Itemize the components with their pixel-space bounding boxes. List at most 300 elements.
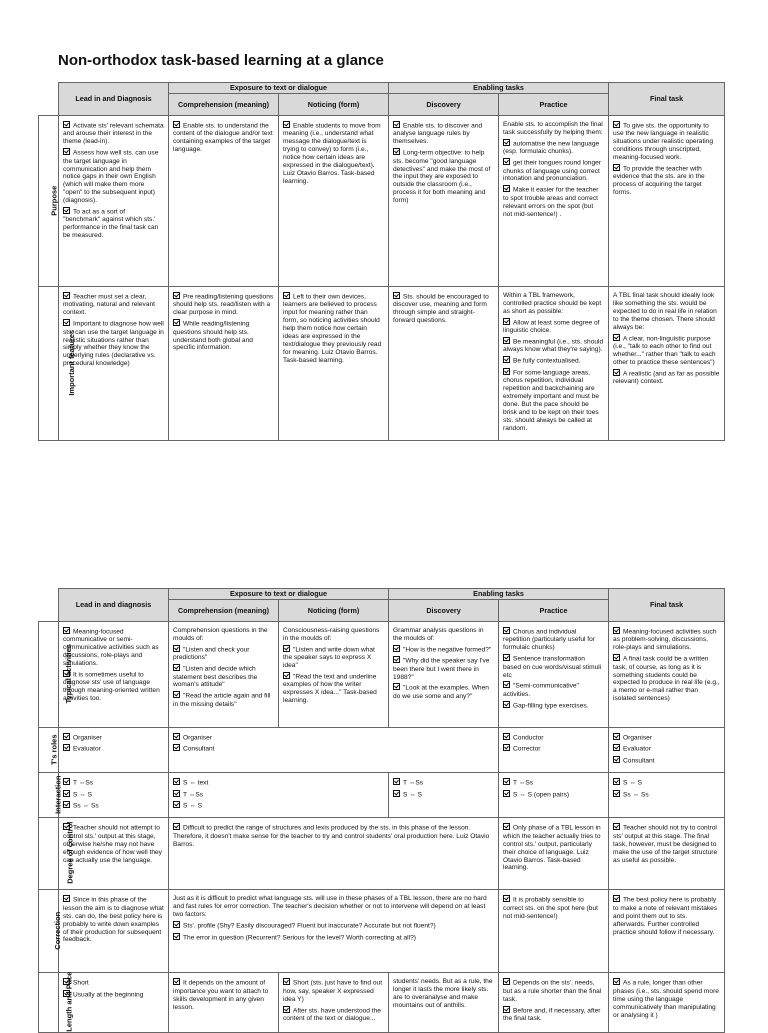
header-lead-2: Lead in and diagnosis <box>59 589 169 622</box>
checkbox-icon <box>63 627 70 634</box>
checkbox-icon <box>63 121 70 128</box>
cell-paragraph <box>503 895 604 920</box>
cell-text: A realistic (and as far as possible relevant) context. <box>613 370 720 386</box>
cell-paragraph <box>503 158 604 183</box>
cell-paragraph <box>613 627 720 652</box>
cell-control-middle <box>169 818 499 890</box>
cell-features-discovery <box>389 287 499 441</box>
checkbox-icon <box>503 744 510 751</box>
cell-text: Enable sts. to accomplish the final task successfully by helping them: <box>503 121 603 136</box>
cell-text: S ⇔ S <box>623 779 643 787</box>
row-label-purpose: Purpose <box>39 116 59 287</box>
checkbox-icon <box>503 654 510 661</box>
checkbox-icon <box>63 319 70 326</box>
header-noticing: Noticing (form) <box>279 94 389 116</box>
cell-features-comprehension <box>169 287 279 441</box>
cell-text: Usually at the beginning <box>73 991 144 999</box>
cell-paragraph <box>393 627 494 643</box>
cell-text: Be meaningful (i.e., sts. should always know what they're saying). <box>503 338 604 354</box>
cell-paragraph <box>173 733 494 742</box>
checkbox-icon <box>63 744 70 751</box>
cell-text: Teacher should not attempt to control sts.' output at this stage, otherwise he/she may not have enough evidence of how well they can actually use the language. <box>63 824 162 864</box>
cell-text: T ⇔Ss <box>403 779 424 787</box>
cell-interaction-discovery <box>389 773 499 818</box>
cell-paragraph <box>503 823 604 872</box>
checkbox-icon <box>63 801 70 808</box>
cell-text: Sts'. profile (Shy? Easily discouraged? Fluent but inaccurate? Accurate but not fluent?) <box>183 922 436 930</box>
cell-paragraph <box>63 148 164 205</box>
checkbox-icon <box>393 683 400 690</box>
checkbox-icon <box>613 895 620 902</box>
cell-length-final <box>609 973 725 1033</box>
cell-paragraph <box>503 744 604 753</box>
cell-correction-final <box>609 890 725 973</box>
cell-paragraph <box>393 121 494 146</box>
header-noticing-2: Noticing (form) <box>279 600 389 622</box>
cell-text: Enable sts. to understand the content of the dialogue and/or text containing examples of the target language. <box>173 122 273 154</box>
cell-text: Enable students to move from meaning (i.e., understand what message the dialogue/text is trying to convey) to form (i.e., notice how certain ideas are expressed in the dialogue/text). Luiz Otavio Barros. Task-based learning. <box>283 122 381 185</box>
checkbox-icon <box>503 701 510 708</box>
cell-paragraph <box>173 921 494 930</box>
cell-roles-lead <box>59 728 169 773</box>
cell-paragraph <box>613 654 720 703</box>
cell-text: "Why did the speaker say I've been there but I went there in 1988?" <box>393 657 490 681</box>
cell-interaction-lead <box>59 773 169 818</box>
checkbox-icon <box>63 990 70 997</box>
cell-text: Pre reading/listening questions should help sts. read/listen with a clear purpose in mind. <box>173 293 274 317</box>
checkbox-icon <box>173 978 180 985</box>
cell-text: S ⇔ S (open pairs) <box>513 791 570 799</box>
header-exposure: Exposure to text or dialogue <box>169 83 389 94</box>
checkbox-icon <box>613 164 620 171</box>
header-final: Final task <box>609 83 725 116</box>
cell-paragraph <box>283 292 384 365</box>
cell-paragraph <box>283 627 384 643</box>
row-label-features: Important features <box>39 287 59 441</box>
cell-text: Corrector <box>513 745 541 753</box>
cell-paragraph <box>613 369 720 386</box>
header-discovery-2: Discovery <box>389 600 499 622</box>
cell-paragraph <box>503 733 604 742</box>
row-label-roles: T's roles <box>39 728 59 773</box>
cell-text: Consultant <box>623 757 655 765</box>
overview-table-1 <box>38 82 725 441</box>
cell-text: To give sts. the opportunity to use the new language in realistic situations under realistic operating conditions through unscripted, meaning-focused work. <box>613 122 714 162</box>
table-row-roles <box>39 728 725 773</box>
cell-text: A clear, non-linguistic purpose (i.e., "talk to each other to find out whether..." rather than "talk to each other to practice these sentences") <box>613 335 716 366</box>
cell-text: Left to their own devices, learners are believed to process input for meaning rather than form, so noticing activities should help them notice how certain ideas are expressed in the text/dialogue they previously read for meaning. Luiz Otavio Barros. Task-based learning. <box>283 293 382 364</box>
cell-typical-final <box>609 622 725 728</box>
cell-paragraph <box>613 292 720 332</box>
row-label-correction: Correction <box>39 890 59 973</box>
checkbox-icon <box>613 733 620 740</box>
cell-interaction-final <box>609 773 725 818</box>
checkbox-icon <box>613 334 620 341</box>
checkbox-icon <box>503 368 510 375</box>
header-practice: Practice <box>499 94 609 116</box>
checkbox-icon <box>173 778 180 785</box>
cell-control-practice <box>499 818 609 890</box>
cell-paragraph <box>613 778 720 787</box>
cell-text: Only phase of a TBL lesson in which the teacher actually tries to control sts.' output, particularly their choice of language. Luiz Otavio Barros. Task-based learning. <box>503 824 601 872</box>
cell-text: "Listen and decide which statement best describes the woman's attitude" <box>173 665 258 689</box>
table-row-purpose <box>39 116 725 287</box>
cell-text: "How is the negative formed?" <box>403 646 492 654</box>
cell-text: "Read the article again and fill in the missing details" <box>173 692 271 708</box>
header-comprehension: Comprehension (meaning) <box>169 94 279 116</box>
checkbox-icon <box>393 121 400 128</box>
cell-paragraph <box>63 823 164 864</box>
cell-paragraph <box>173 801 384 810</box>
cell-text: Allow at least some degree of linguistic choice. <box>503 319 600 335</box>
cell-paragraph <box>63 319 164 368</box>
header-enabling-2: Enabling tasks <box>389 589 609 600</box>
cell-text: Difficult to predict the range of structures and lexis produced by the sts. in this phase of the lesson. Therefore, it doesn't make sense for the teacher to try and control students' oral production here. Luiz Otavio Barros. <box>173 824 490 848</box>
checkbox-icon <box>63 823 70 830</box>
overview-table-2 <box>38 588 725 1033</box>
cell-text: While reading/listening questions should help sts. understand both global and specific information. <box>173 320 253 352</box>
cell-text: Conductor <box>513 734 544 742</box>
cell-paragraph <box>613 895 720 936</box>
cell-text: T ⇔Ss <box>73 779 94 787</box>
cell-length-noticing <box>279 973 389 1033</box>
cell-text: For some language areas, chorus repetition, individual repetition and backchaining are extremely important and must be done. But the pace should be brisk and to be kept on their toes sts. should always be called at random. <box>503 369 600 432</box>
checkbox-icon <box>173 733 180 740</box>
cell-text: Organiser <box>183 734 212 742</box>
cell-features-noticing <box>279 287 389 441</box>
cell-purpose-comprehension <box>169 116 279 287</box>
checkbox-icon <box>613 627 620 634</box>
cell-text: A final task could be a written task, of course, as long as it is something students could be expected to produce in real life (e.g., a memo or e-mail rather than isolated sentences) <box>613 655 720 703</box>
cell-text: Organiser <box>73 734 102 742</box>
checkbox-icon <box>63 895 70 902</box>
checkbox-icon <box>613 121 620 128</box>
cell-paragraph <box>283 978 384 1003</box>
checkbox-icon <box>173 645 180 652</box>
cell-text: Just as it is difficult to predict what language sts. will use in these phases of a TBL lesson, there are no hard and fast rules for error correction. The teacher's decision whether or not to intervene will depend on at least two factors: <box>173 895 487 919</box>
checkbox-icon <box>283 1006 290 1013</box>
cell-paragraph <box>173 778 384 787</box>
cell-text: Chorus and individual repetition (particularly useful for formulaic chunks) <box>503 628 596 652</box>
cell-paragraph <box>393 148 494 205</box>
checkbox-icon <box>503 733 510 740</box>
cell-text: A TBL final task should ideally look like something the sts. would be expected to do in real life in relation to the theme chosen. There should always be: <box>613 292 717 331</box>
checkbox-icon <box>63 207 70 214</box>
cell-paragraph <box>173 790 384 799</box>
corner-cell-2 <box>39 589 59 622</box>
cell-paragraph <box>503 681 604 698</box>
checkbox-icon <box>173 921 180 928</box>
checkbox-icon <box>173 823 180 830</box>
table-row-features <box>39 287 725 441</box>
cell-paragraph <box>173 823 494 848</box>
checkbox-icon <box>503 681 510 688</box>
cell-text: Before and, if necessary, after the final task. <box>503 1007 601 1023</box>
table-row-correction <box>39 890 725 973</box>
cell-text: Enable sts. to discover and analyse language rules by themselves. <box>393 122 483 146</box>
cell-paragraph <box>503 139 604 156</box>
cell-roles-practice <box>499 728 609 773</box>
checkbox-icon <box>393 645 400 652</box>
cell-paragraph <box>503 368 604 433</box>
cell-paragraph <box>63 790 164 799</box>
cell-text: "Listen and check your predictions" <box>173 646 250 662</box>
row-label-control: Degree of control <box>39 818 59 890</box>
cell-paragraph <box>283 1006 384 1023</box>
cell-control-lead <box>59 818 169 890</box>
cell-paragraph <box>613 823 720 864</box>
cell-text: Activate sts' relevant schemata and arouse their interest in the theme (lead-in). <box>63 122 164 146</box>
cell-text: Important to diagnose how well sts. can use the target language in realistic situations rather than simply whether they know the underlying rules (declarative vs. procedural knowledge) <box>63 320 164 368</box>
checkbox-icon <box>613 978 620 985</box>
cell-paragraph <box>393 683 494 700</box>
checkbox-icon <box>503 158 510 165</box>
cell-paragraph <box>63 733 164 742</box>
row-label-length: Length and Pace <box>39 973 59 1033</box>
checkbox-icon <box>613 369 620 376</box>
cell-interaction-practice <box>499 773 609 818</box>
cell-text: S ⇔ S <box>183 802 203 810</box>
cell-roles-exposure <box>169 728 499 773</box>
checkbox-icon <box>63 778 70 785</box>
cell-text: Teacher must set a clear, motivating, natural and relevant context. <box>63 293 156 317</box>
checkbox-icon <box>503 337 510 344</box>
cell-text: After sts. have understood the content of the text or dialogue... <box>283 1007 381 1023</box>
cell-paragraph <box>503 121 604 137</box>
cell-purpose-lead <box>59 116 169 287</box>
checkbox-icon <box>503 185 510 192</box>
cell-text: Evaluator <box>623 745 651 753</box>
cell-paragraph <box>173 319 274 352</box>
cell-paragraph <box>63 627 164 668</box>
cell-paragraph <box>503 778 604 787</box>
cell-paragraph <box>503 701 604 710</box>
checkbox-icon <box>503 895 510 902</box>
cell-length-comprehension <box>169 973 279 1033</box>
cell-text: S ⇔ S <box>403 791 423 799</box>
header-lead: Lead in and Diagnosis <box>59 83 169 116</box>
cell-text: T ⇔Ss <box>183 791 204 799</box>
cell-paragraph <box>63 895 164 944</box>
checkbox-icon <box>503 978 510 985</box>
cell-text: Meaning-focused activities such as problem-solving, discussions, role-plays and simulations. <box>613 628 717 652</box>
checkbox-icon <box>173 664 180 671</box>
checkbox-icon <box>393 148 400 155</box>
cell-paragraph <box>503 356 604 365</box>
cell-paragraph <box>63 744 164 753</box>
cell-text: "Listen and write down what the speaker says to express X idea" <box>283 646 375 670</box>
header-enabling: Enabling tasks <box>389 83 609 94</box>
row-label-typical: Typical activities <box>39 622 59 728</box>
header-final-2: Final task <box>609 589 725 622</box>
checkbox-icon <box>393 292 400 299</box>
cell-paragraph <box>393 292 494 325</box>
cell-text: S ⇔ S <box>73 791 93 799</box>
checkbox-icon <box>503 627 510 634</box>
checkbox-icon <box>393 778 400 785</box>
checkbox-icon <box>283 672 290 679</box>
cell-paragraph <box>393 645 494 654</box>
cell-text: Short <box>73 979 89 987</box>
cell-paragraph <box>613 733 720 742</box>
cell-typical-practice <box>499 622 609 728</box>
cell-typical-comprehension <box>169 622 279 728</box>
cell-text: Make it easier for the teacher to spot trouble areas and correct relevant errors on the spot (but not mid-sentence!) . <box>503 186 599 218</box>
cell-text: Be fully contextualised. <box>513 357 581 365</box>
cell-purpose-final <box>609 116 725 287</box>
checkbox-icon <box>503 790 510 797</box>
cell-paragraph <box>63 670 164 703</box>
table-row-interaction <box>39 773 725 818</box>
cell-text: automatise the new language (esp. formulaic chunks). <box>503 140 600 156</box>
header-comprehension-2: Comprehension (meaning) <box>169 600 279 622</box>
cell-paragraph <box>613 164 720 197</box>
checkbox-icon <box>283 978 290 985</box>
cell-text: Ss ⇔ Ss <box>623 791 649 799</box>
checkbox-icon <box>613 778 620 785</box>
cell-paragraph <box>503 790 604 799</box>
cell-paragraph <box>503 185 604 218</box>
checkbox-icon <box>63 292 70 299</box>
cell-roles-final <box>609 728 725 773</box>
cell-paragraph <box>173 121 274 154</box>
cell-text: Since in this phase of the lesson the aim is to diagnose what sts. can do, the best policy here is probably to write down examples of their production for subsequent feedback. <box>63 896 164 944</box>
cell-purpose-practice <box>499 116 609 287</box>
cell-paragraph <box>63 978 164 987</box>
checkbox-icon <box>173 292 180 299</box>
cell-text: Consultant <box>183 745 215 753</box>
cell-paragraph <box>393 790 494 799</box>
cell-text: Evaluator <box>73 745 101 753</box>
checkbox-icon <box>613 654 620 661</box>
header-exposure-2: Exposure to text or dialogue <box>169 589 389 600</box>
cell-text: Meaning-focused communicative or semi-communicative activities such as discussions, role-plays and simulations. <box>63 628 159 668</box>
cell-text: The error in question (Recurrent? Serious for the level? Worth correcting at all?) <box>183 934 416 942</box>
cell-paragraph <box>173 664 274 689</box>
cell-paragraph <box>503 627 604 652</box>
checkbox-icon <box>63 148 70 155</box>
cell-length-practice <box>499 973 609 1033</box>
cell-text: S ⇔ text <box>183 779 209 787</box>
cell-paragraph <box>613 756 720 765</box>
cell-text: Teacher should not try to control sts' output at this stage. The final task, however, must be designed to make the use of the target structure as useful as possible. <box>613 824 718 864</box>
checkbox-icon <box>503 823 510 830</box>
page-title: Non-orthodox task-based learning at a glance <box>58 52 384 69</box>
cell-text: Organiser <box>623 734 652 742</box>
checkbox-icon <box>173 744 180 751</box>
cell-text: Sentence transformation based on cue words/visual stimuli etc <box>503 655 602 679</box>
checkbox-icon <box>283 121 290 128</box>
cell-paragraph <box>173 978 274 1011</box>
cell-paragraph <box>63 121 164 146</box>
cell-typical-discovery <box>389 622 499 728</box>
cell-paragraph <box>503 292 604 316</box>
cell-text: Gap-filling type exercises. <box>513 702 589 710</box>
cell-paragraph <box>503 337 604 354</box>
cell-paragraph <box>613 121 720 162</box>
cell-paragraph <box>283 645 384 670</box>
cell-control-final <box>609 818 725 890</box>
checkbox-icon <box>503 356 510 363</box>
corner-cell <box>39 83 59 116</box>
cell-paragraph <box>63 990 164 999</box>
cell-paragraph <box>393 978 494 1010</box>
checkbox-icon <box>173 319 180 326</box>
cell-length-lead <box>59 973 169 1033</box>
cell-paragraph <box>63 292 164 317</box>
checkbox-icon <box>393 656 400 663</box>
cell-paragraph <box>613 790 720 799</box>
cell-text: Long-term objective: to help sts. become "good language detectives" and make the most of the input they are exposed to outside the classroom (i.e., process it for both meaning and form) <box>393 149 491 205</box>
cell-purpose-discovery <box>389 116 499 287</box>
checkbox-icon <box>613 823 620 830</box>
header-discovery: Discovery <box>389 94 499 116</box>
cell-text: It depends on the amount of importance you want to attach to skills development in any given lesson. <box>173 979 269 1011</box>
cell-correction-lead <box>59 890 169 973</box>
cell-paragraph <box>173 645 274 662</box>
cell-text: To provide the teacher with evidence that the sts. are in the process of acquiring the target forms. <box>613 165 705 197</box>
cell-paragraph <box>393 656 494 681</box>
checkbox-icon <box>503 139 510 146</box>
cell-paragraph <box>173 933 494 942</box>
cell-paragraph <box>173 895 494 919</box>
cell-paragraph <box>613 334 720 367</box>
checkbox-icon <box>283 292 290 299</box>
cell-paragraph <box>503 978 604 1003</box>
cell-interaction-exposure <box>169 773 389 818</box>
cell-text: Grammar analysis questions in the moulds of: <box>393 627 484 642</box>
cell-paragraph <box>283 121 384 186</box>
checkbox-icon <box>63 790 70 797</box>
cell-text: "Semi-communicative" activities. <box>503 682 579 698</box>
cell-paragraph <box>63 207 164 240</box>
cell-paragraph <box>503 1006 604 1023</box>
table-row-typical <box>39 622 725 728</box>
cell-text: It is sometimes useful to diagnose sts' use of language through meaning-oriented written activities too. <box>63 671 160 703</box>
cell-purpose-noticing <box>279 116 389 287</box>
checkbox-icon <box>63 733 70 740</box>
table-row-length <box>39 973 725 1033</box>
cell-typical-lead <box>59 622 169 728</box>
cell-correction-middle <box>169 890 499 973</box>
cell-text: get their tongues round longer chunks of language using correct intonation and pronunciation. <box>503 159 601 183</box>
cell-text: students' needs. But as a rule, the longer it lasts the more likely sts. are to overanalyse and make mountains out of anthills. <box>393 978 493 1010</box>
cell-paragraph <box>283 672 384 705</box>
cell-text: Depends on the sts'. needs, but as a rule shorter than the final task. <box>503 979 602 1003</box>
cell-text: T ⇔Ss <box>513 779 534 787</box>
cell-text: "Read the text and underline examples of how the writer expresses X idea..." Task-based learning. <box>283 673 377 705</box>
cell-features-practice <box>499 287 609 441</box>
cell-paragraph <box>173 691 274 708</box>
cell-features-final <box>609 287 725 441</box>
checkbox-icon <box>173 790 180 797</box>
cell-paragraph <box>503 654 604 679</box>
cell-paragraph <box>173 292 274 317</box>
cell-text: Comprehension questions in the moulds of: <box>173 627 268 642</box>
checkbox-icon <box>613 744 620 751</box>
cell-text: As a rule, longer than other phases (i.e., sts. should spend more time using the language communicatively than manipulating or analysing it ) <box>613 979 719 1019</box>
cell-text: Within a TBL framework, controlled practice should be kept as short as possible: <box>503 292 602 315</box>
cell-text: Assess how well sts. can use the target language in communication and help them notice gaps in their own English (which will make them more "open" to the subsequent input) (diagnosis). <box>63 149 159 205</box>
checkbox-icon <box>173 691 180 698</box>
cell-paragraph <box>613 744 720 753</box>
checkbox-icon <box>613 790 620 797</box>
checkbox-icon <box>503 778 510 785</box>
cell-paragraph <box>173 744 494 753</box>
checkbox-icon <box>393 790 400 797</box>
table-row-control <box>39 818 725 890</box>
header-practice-2: Practice <box>499 600 609 622</box>
